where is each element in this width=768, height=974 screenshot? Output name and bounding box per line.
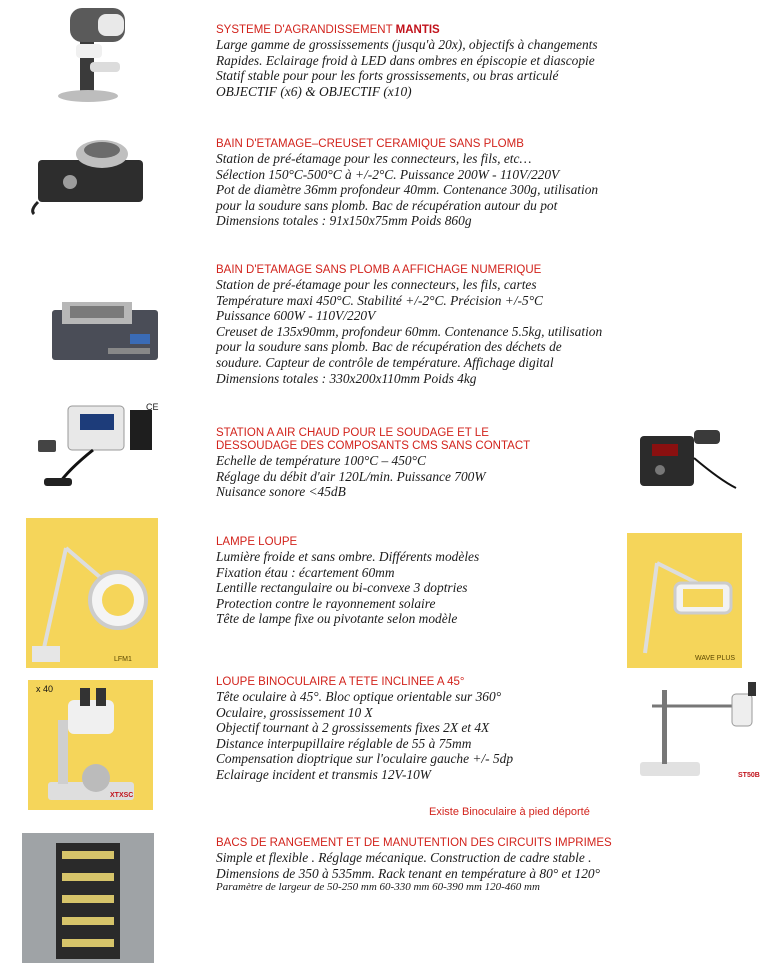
- section-line: Protection contre le rayonnement solaire: [216, 595, 436, 611]
- solder-pot-photo: [30, 130, 155, 215]
- section-line: Sélection 150°C-500°C à +/-2°C. Puissance 200W - 110V/220V: [216, 166, 560, 182]
- binocular-zoom-label: x 40: [36, 684, 54, 694]
- section-pcb-racks: [216, 837, 612, 894]
- section-line: Température maxi 450°C. Stabilité +/-2°C. Précision +/-5°C: [216, 292, 543, 308]
- lamp-caption-wave: WAVE PLUS: [695, 655, 736, 662]
- section-title-2: DESSOUDAGE DES COMPOSANTS CMS SANS CONTACT: [216, 440, 531, 452]
- section-line: Lentille rectangulaire ou bi-convexe 3 doptries: [216, 580, 468, 596]
- section-line: Objectif tournant à 2 grossissements fixes 2X et 4X: [216, 720, 490, 736]
- section-line: soudure. Capteur de contrôle de température. Affichage digital: [216, 354, 554, 370]
- section-title: LAMPE LOUPE: [216, 536, 298, 548]
- section-line: Fixation étau : écartement 60mm: [216, 564, 395, 580]
- section-title: LOUPE BINOCULAIRE A TETE INCLINEE A 45°: [216, 676, 465, 688]
- brand-name: MANTIS: [395, 24, 440, 36]
- section-hot-air: [216, 427, 530, 500]
- section-binocular: [216, 676, 513, 783]
- section-line: Dimensions totales : 91x150x75mm Poids 860g: [216, 213, 472, 229]
- section-line: Compensation dioptrique sur l'oculaire gauche +/- 5dp: [216, 751, 514, 767]
- section-line: Eclairage incident et transmis 12V-10W: [216, 766, 431, 782]
- section-line: Rapides. Eclairage froid à LED dans ombres en épiscopie et diascopie: [216, 52, 595, 68]
- section-line: Station de pré-étamage pour les connecteurs, les fils, etc…: [216, 151, 532, 166]
- binocular-caption-xtx: XTXSC: [110, 792, 134, 799]
- section-line: pour la soudure sans plomb. Bac de récupération des déchets de: [216, 339, 562, 355]
- digital-bath-photo: [48, 296, 163, 366]
- section-line: Simple et flexible . Réglage mécanique. Construction de cadre stable .: [216, 850, 592, 865]
- lamp-loupe-photo-2: [627, 533, 742, 668]
- binocular-caption-st50: ST50B: [738, 772, 760, 779]
- section-line: Echelle de température 100°C – 450°C: [216, 453, 426, 468]
- section-line: Puissance 600W - 110V/220V: [216, 308, 376, 324]
- section-line: Pot de diamètre 36mm profondeur 40mm. Contenance 300g, utilisation: [216, 182, 599, 198]
- binocular-photo-2: [632, 676, 767, 786]
- binocular-note: Existe Binoculaire à pied déporté: [429, 806, 590, 818]
- section-ceramic-pot: [216, 138, 598, 229]
- section-line: Statif stable pour pour les forts grossissements, ou bras articulé: [216, 68, 559, 84]
- hot-air-station-photo-2: [630, 418, 740, 498]
- ce-mark: CE: [146, 402, 159, 412]
- section-lamp-loupe: [216, 536, 479, 627]
- section-line: Tête oculaire à 45°. Bloc optique orientable sur 360°: [216, 689, 502, 704]
- section-line: Réglage du débit d'air 120L/min. Puissance 700W: [216, 468, 486, 484]
- section-line: Dimensions de 350 à 535mm. Rack tenant en température à 80° et 120°: [216, 865, 600, 881]
- lamp-caption-lfm: LFM1: [114, 656, 132, 663]
- section-line: Creuset de 135x90mm, profondeur 60mm. Contenance 5.5kg, utilisation: [216, 323, 603, 339]
- section-line: Large gamme de grossissements (jusqu'à 20x), objectifs à changements: [216, 37, 598, 52]
- section-mantis: [216, 24, 598, 99]
- section-line: OBJECTIF (x6) & OBJECTIF (x10): [216, 83, 412, 99]
- section-title: SYSTEME D'AGRANDISSEMENT MANTIS: [216, 24, 440, 36]
- section-digital-bath: [216, 264, 602, 386]
- section-title: BAIN D'ETAMAGE SANS PLOMB A AFFICHAGE NUMERIQUE: [216, 264, 542, 276]
- binocular-photo: [28, 680, 153, 810]
- section-title: BAIN D'ETAMAGE–CREUSET CERAMIQUE SANS PLOMB: [216, 138, 524, 150]
- section-line: Distance interpupillaire réglable de 55 à 75mm: [216, 735, 472, 751]
- section-line: Dimensions totales : 330x200x110mm Poids 4kg: [216, 370, 477, 386]
- lamp-loupe-photo: [26, 518, 158, 668]
- section-line: Lumière froide et sans ombre. Différents modèles: [216, 549, 480, 564]
- section-line: pour la soudure sans plomb. Bac de récupération autour du pot: [216, 197, 558, 213]
- section-line: Tête de lampe fixe ou pivotante selon modèle: [216, 611, 458, 627]
- section-line: Nuisance sonore <45dB: [216, 484, 346, 500]
- section-title: STATION A AIR CHAUD POUR LE SOUDAGE ET LE: [216, 427, 489, 439]
- section-line: Station de pré-étamage pour les connecteurs, les fils, cartes: [216, 277, 537, 292]
- hot-air-station-photo: [38, 400, 158, 495]
- section-line-small: Paramètre de largeur de 50-250 mm 60-330 mm 60-390 mm 120-460 mm: [216, 881, 540, 894]
- section-title: BACS DE RANGEMENT ET DE MANUTENTION DES CIRCUITS IMPRIMES: [216, 837, 612, 849]
- mantis-photo: [40, 4, 135, 104]
- section-line: Oculaire, grossissement 10 X: [216, 704, 373, 720]
- pcb-rack-photo: [22, 833, 154, 963]
